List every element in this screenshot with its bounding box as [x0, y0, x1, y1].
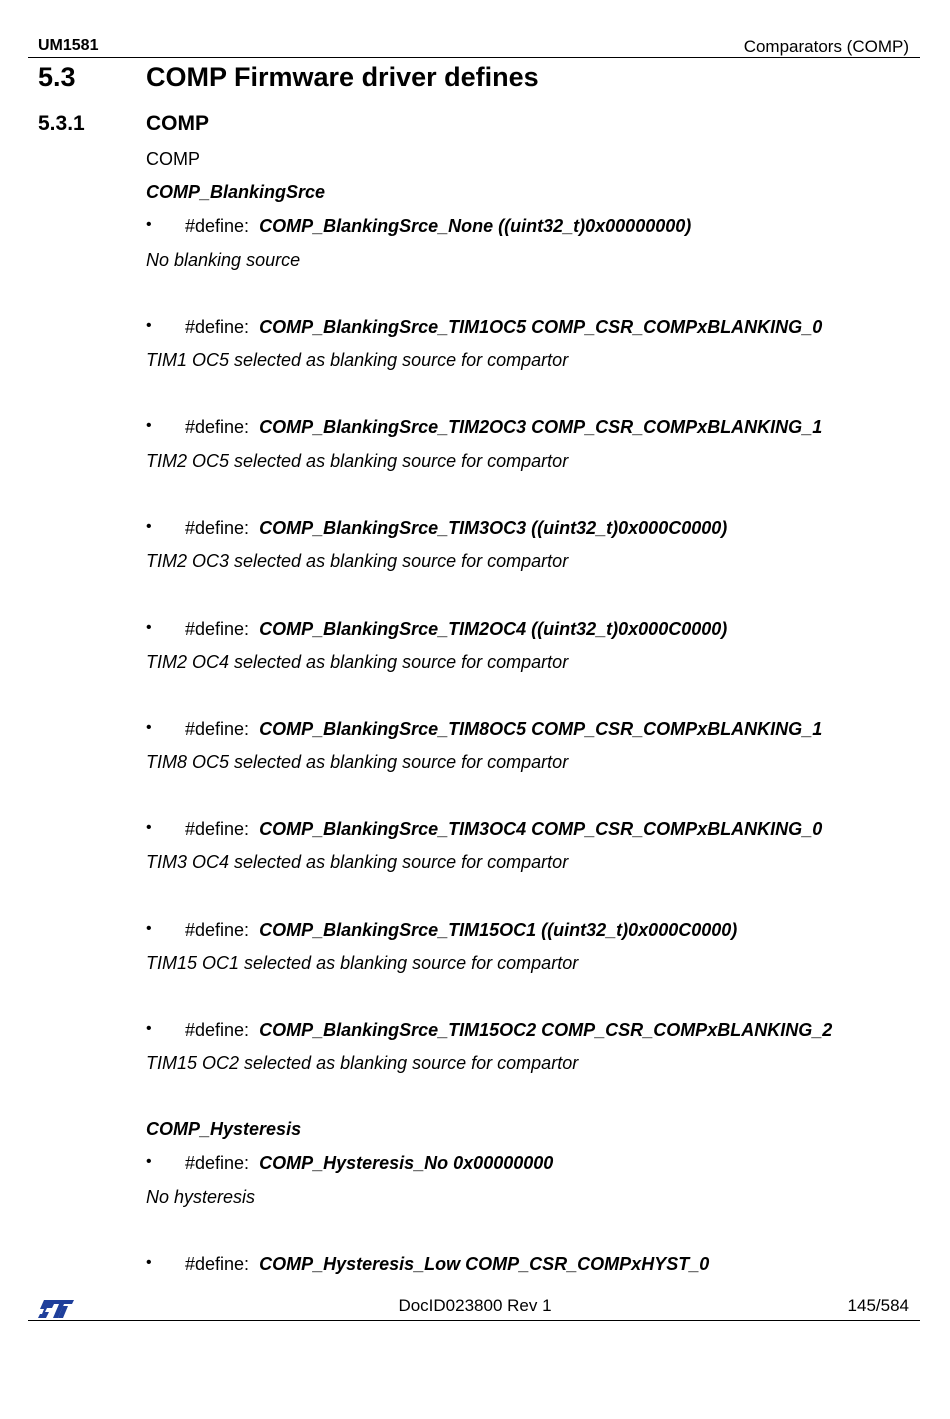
section-number: 5.3: [38, 62, 76, 92]
define-value: COMP_BlankingSrce_TIM8OC5 COMP_CSR_COMPxBLANKING_1: [259, 719, 823, 739]
define-description: TIM15 OC2 selected as blanking source for compartor: [146, 1053, 579, 1073]
define-description: TIM2 OC3 selected as blanking source for compartor: [146, 551, 569, 571]
define-value: COMP_BlankingSrce_TIM2OC4 ((uint32_t)0x000C0000): [259, 619, 728, 639]
define-description: TIM15 OC1 selected as blanking source for compartor: [146, 953, 579, 973]
group-title-hysteresis: COMP_Hysteresis: [146, 1119, 302, 1139]
define-keyword: #define:: [185, 317, 250, 337]
group-title-blanking: COMP_BlankingSrce: [146, 182, 326, 202]
define-keyword: #define:: [185, 518, 250, 538]
define-value: COMP_BlankingSrce_TIM15OC1 ((uint32_t)0x000C0000): [259, 920, 738, 940]
section-title: COMP Firmware driver defines: [146, 62, 539, 92]
define-keyword: #define:: [185, 417, 250, 437]
define-keyword: #define:: [185, 819, 250, 839]
intro-text: COMP: [146, 149, 200, 169]
define-description: TIM3 OC4 selected as blanking source for compartor: [146, 852, 569, 872]
header-doc-id: UM1581: [38, 37, 99, 54]
define-description: TIM2 OC4 selected as blanking source for compartor: [146, 652, 569, 672]
footer-doc-ref: DocID023800 Rev 1: [398, 1296, 552, 1315]
define-description: No blanking source: [146, 250, 301, 270]
define-keyword: #define:: [185, 719, 250, 739]
define-description: TIM8 OC5 selected as blanking source for compartor: [146, 752, 569, 772]
define-description: TIM2 OC5 selected as blanking source for compartor: [146, 451, 569, 471]
footer-rule: [28, 1320, 920, 1321]
define-value: COMP_Hysteresis_Low COMP_CSR_COMPxHYST_0: [259, 1254, 710, 1274]
define-keyword: #define:: [185, 216, 250, 236]
define-description: No hysteresis: [146, 1187, 256, 1207]
define-keyword: #define:: [185, 619, 250, 639]
define-value: COMP_BlankingSrce_TIM15OC2 COMP_CSR_COMPxBLANKING_2: [259, 1020, 833, 1040]
footer-page-number: 145/584: [847, 1296, 909, 1315]
define-value: COMP_BlankingSrce_TIM1OC5 COMP_CSR_COMPxBLANKING_0: [259, 317, 823, 337]
define-value: COMP_Hysteresis_No 0x00000000: [259, 1153, 554, 1173]
define-description: TIM1 OC5 selected as blanking source for compartor: [146, 350, 569, 370]
define-keyword: #define:: [185, 920, 250, 940]
define-value: COMP_BlankingSrce_TIM2OC3 COMP_CSR_COMPxBLANKING_1: [259, 417, 823, 437]
define-keyword: #define:: [185, 1153, 250, 1173]
define-value: COMP_BlankingSrce_TIM3OC4 COMP_CSR_COMPxBLANKING_0: [259, 819, 823, 839]
define-value: COMP_BlankingSrce_None ((uint32_t)0x00000000): [259, 216, 692, 236]
define-keyword: #define:: [185, 1020, 250, 1040]
define-value: COMP_BlankingSrce_TIM3OC3 ((uint32_t)0x000C0000): [259, 518, 728, 538]
subsection-number: 5.3.1: [38, 112, 85, 135]
header-rule: [28, 57, 920, 58]
header-chapter: Comparators (COMP): [743, 37, 909, 56]
define-keyword: #define:: [185, 1254, 250, 1274]
subsection-title: COMP: [146, 112, 209, 135]
